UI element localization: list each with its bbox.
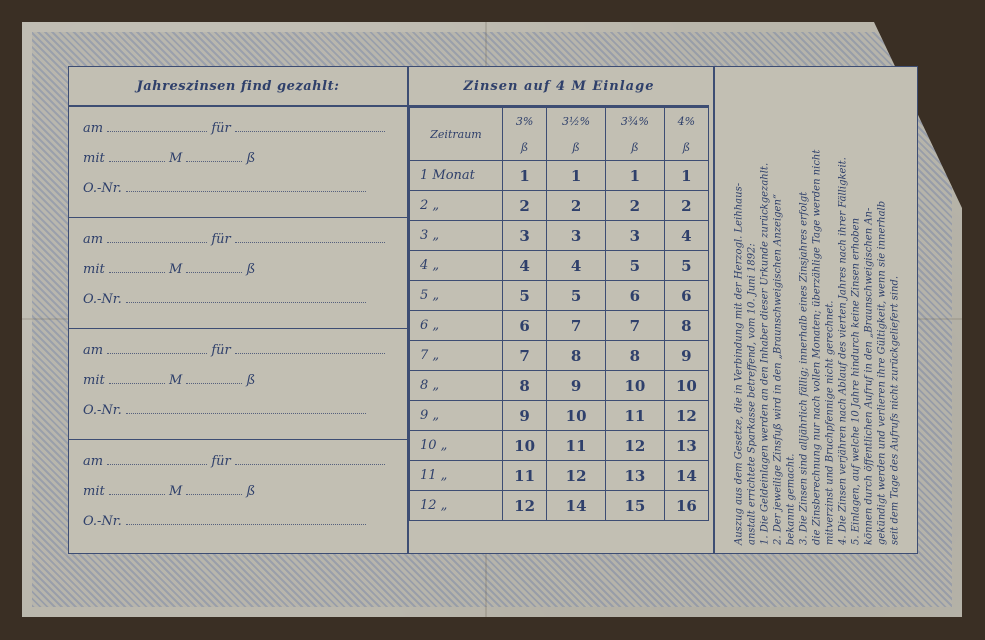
interest-entry-block bbox=[69, 329, 407, 440]
interest-cell: 3 bbox=[503, 221, 547, 251]
law-line: können durch öffentlichen Aufruf in den „Braunschweigischen An- bbox=[863, 207, 875, 545]
table-row bbox=[410, 251, 709, 281]
interest-cell: 12 bbox=[547, 461, 606, 491]
interest-cell: 11 bbox=[605, 401, 664, 431]
col-rate-header: 3¾% ß bbox=[605, 108, 664, 161]
table-row bbox=[410, 491, 709, 521]
law-line: 3. Die Zinsen sind alljährlich fällig; innerhalb eines Zinsjahres erfolgt bbox=[798, 191, 810, 545]
law-extract-text bbox=[733, 75, 902, 545]
period-cell: 8 „ bbox=[410, 371, 503, 401]
law-line: anstalt errichtete Sparkasse betreffend, vom 10. Juni 1892: bbox=[746, 243, 758, 545]
interest-cell: 5 bbox=[503, 281, 547, 311]
interest-cell: 10 bbox=[503, 431, 547, 461]
date-line: am für bbox=[83, 454, 385, 469]
amount-line: mit M ß bbox=[83, 262, 256, 277]
interest-cell: 10 bbox=[664, 371, 708, 401]
table-row bbox=[410, 371, 709, 401]
order-number-line: O.-Nr. bbox=[83, 181, 366, 196]
law-line: Auszug aus dem Gesetze, die in Verbindung mit der Herzogl. Leihhaus- bbox=[733, 182, 745, 545]
table-row bbox=[410, 461, 709, 491]
table-row bbox=[410, 431, 709, 461]
interest-cell: 14 bbox=[547, 491, 606, 521]
period-cell: 5 „ bbox=[410, 281, 503, 311]
interest-cell: 4 bbox=[664, 221, 708, 251]
law-line: die Zinsberechnung nur nach vollen Monaten; überzählige Tage werden nicht bbox=[811, 149, 823, 545]
law-line: gekündigt werden und verlieren ihre Gültigkeit, wenn sie innerhalb bbox=[876, 200, 888, 545]
interest-cell: 1 bbox=[664, 161, 708, 191]
interest-cell: 7 bbox=[547, 311, 606, 341]
interest-cell: 9 bbox=[547, 371, 606, 401]
interest-cell: 11 bbox=[503, 461, 547, 491]
order-number-line: O.-Nr. bbox=[83, 514, 366, 529]
interest-paid-title: Jahreszinsen find gezahlt: bbox=[69, 67, 407, 107]
interest-cell: 2 bbox=[605, 191, 664, 221]
law-line: 4. Die Zinsen verjähren nach Ablauf des vierten Jahres nach ihrer Fälligkeit. bbox=[837, 157, 849, 545]
law-line: 2. Der jeweilige Zinsfuß wird in den „Braunschweigischen Anzeigen“ bbox=[772, 193, 784, 545]
col-rate-header: 3% ß bbox=[503, 108, 547, 161]
interest-cell: 9 bbox=[664, 341, 708, 371]
law-line: 5. Einlagen, auf welche 10 Jahre hindurch keine Zinsen erhoben bbox=[850, 217, 862, 545]
period-cell: 10 „ bbox=[410, 431, 503, 461]
interest-cell: 8 bbox=[664, 311, 708, 341]
interest-cell: 12 bbox=[664, 401, 708, 431]
interest-table-title: Zinsen auf 4 M Einlage bbox=[409, 67, 709, 107]
interest-cell: 5 bbox=[664, 251, 708, 281]
period-cell: 4 „ bbox=[410, 251, 503, 281]
interest-cell: 2 bbox=[547, 191, 606, 221]
period-cell: 11 „ bbox=[410, 461, 503, 491]
table-row bbox=[410, 191, 709, 221]
order-number-line: O.-Nr. bbox=[83, 292, 366, 307]
interest-table-section bbox=[409, 67, 709, 553]
interest-cell: 6 bbox=[503, 311, 547, 341]
interest-cell: 12 bbox=[503, 491, 547, 521]
period-cell: 1 Monat bbox=[410, 161, 503, 191]
interest-cell: 8 bbox=[547, 341, 606, 371]
interest-cell: 10 bbox=[547, 401, 606, 431]
interest-cell: 4 bbox=[503, 251, 547, 281]
interest-entry-block bbox=[69, 107, 407, 218]
col-rate-header: 4% ß bbox=[664, 108, 708, 161]
interest-cell: 2 bbox=[664, 191, 708, 221]
interest-cell: 2 bbox=[503, 191, 547, 221]
table-row bbox=[410, 401, 709, 431]
interest-cell: 1 bbox=[547, 161, 606, 191]
interest-table bbox=[409, 107, 709, 521]
period-cell: 3 „ bbox=[410, 221, 503, 251]
interest-cell: 3 bbox=[547, 221, 606, 251]
interest-entry-block bbox=[69, 440, 407, 550]
interest-cell: 3 bbox=[605, 221, 664, 251]
date-line: am für bbox=[83, 343, 385, 358]
interest-cell: 7 bbox=[503, 341, 547, 371]
amount-line: mit M ß bbox=[83, 484, 256, 499]
period-cell: 7 „ bbox=[410, 341, 503, 371]
table-row bbox=[410, 281, 709, 311]
period-cell: 6 „ bbox=[410, 311, 503, 341]
interest-cell: 13 bbox=[605, 461, 664, 491]
table-row bbox=[410, 221, 709, 251]
date-line: am für bbox=[83, 232, 385, 247]
table-row bbox=[410, 311, 709, 341]
interest-cell: 8 bbox=[503, 371, 547, 401]
interest-cell: 5 bbox=[605, 251, 664, 281]
interest-entry-block bbox=[69, 218, 407, 329]
interest-cell: 4 bbox=[547, 251, 606, 281]
interest-paid-section bbox=[69, 67, 409, 553]
interest-cell: 10 bbox=[605, 371, 664, 401]
interest-cell: 1 bbox=[605, 161, 664, 191]
law-line: bekannt gemacht. bbox=[785, 453, 797, 545]
law-line: 1. Die Geldeinlagen werden an den Inhaber dieser Urkunde zurückgezahlt. bbox=[759, 162, 771, 545]
amount-line: mit M ß bbox=[83, 373, 256, 388]
interest-cell: 16 bbox=[664, 491, 708, 521]
order-number-line: O.-Nr. bbox=[83, 403, 366, 418]
interest-cell: 15 bbox=[605, 491, 664, 521]
interest-cell: 1 bbox=[503, 161, 547, 191]
interest-cell: 5 bbox=[547, 281, 606, 311]
table-row bbox=[410, 341, 709, 371]
table-row bbox=[410, 161, 709, 191]
amount-line: mit M ß bbox=[83, 151, 256, 166]
interest-cell: 6 bbox=[664, 281, 708, 311]
interest-cell: 9 bbox=[503, 401, 547, 431]
interest-cell: 13 bbox=[664, 431, 708, 461]
col-period-header: Zeitraum bbox=[410, 108, 503, 161]
date-line: am für bbox=[83, 121, 385, 136]
col-rate-header: 3½% ß bbox=[547, 108, 606, 161]
interest-cell: 8 bbox=[605, 341, 664, 371]
interest-cell: 14 bbox=[664, 461, 708, 491]
period-cell: 2 „ bbox=[410, 191, 503, 221]
period-cell: 12 „ bbox=[410, 491, 503, 521]
interest-cell: 7 bbox=[605, 311, 664, 341]
interest-cell: 12 bbox=[605, 431, 664, 461]
interest-cell: 11 bbox=[547, 431, 606, 461]
note-inner-panel bbox=[68, 66, 918, 554]
interest-cell: 6 bbox=[605, 281, 664, 311]
law-extract-section bbox=[713, 67, 919, 553]
law-line: seit dem Tage des Aufrufs nicht zurückgeliefert sind. bbox=[889, 275, 901, 545]
law-line: mitverzinst und Bruchpfennige nicht gerechnet. bbox=[824, 300, 836, 545]
period-cell: 9 „ bbox=[410, 401, 503, 431]
